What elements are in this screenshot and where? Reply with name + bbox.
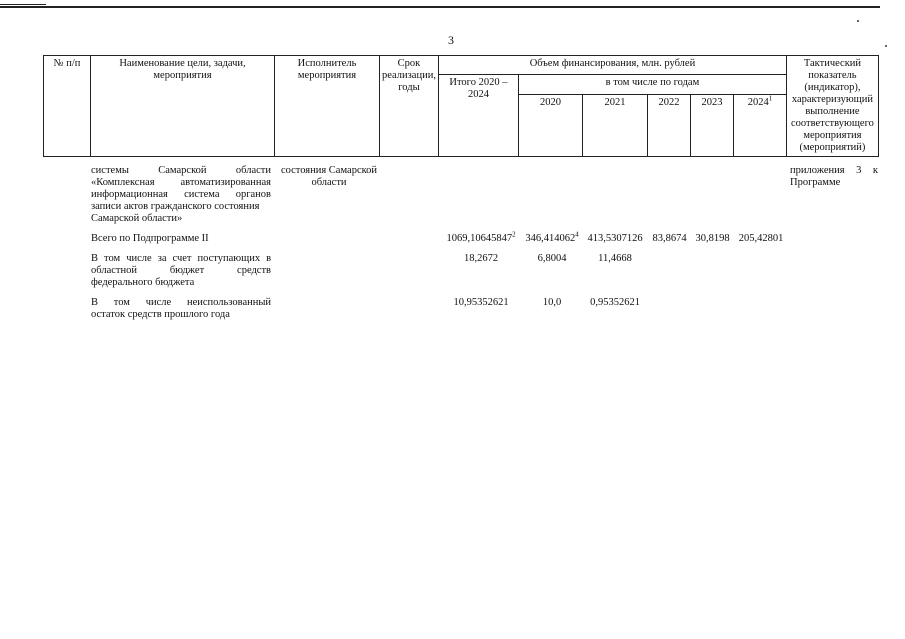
header-total: Итого 2020 – 2024 — [438, 75, 518, 157]
federal-row-2020: 6,8004 — [537, 253, 567, 264]
total-row-2024: 205,42801 — [738, 233, 784, 244]
header-term: Срок реализации, годы — [380, 56, 439, 157]
total-row-2021: 413,5307126 — [587, 233, 643, 244]
header-num: № п/п — [44, 56, 91, 157]
row1-indicator: приложения 3 к Программе — [790, 165, 879, 188]
remainder-row-2021: 0,95352621 — [590, 297, 640, 308]
remainder-row-total: 10,95352621 — [453, 297, 509, 308]
remainder-row-2020: 10,0 — [542, 297, 562, 308]
row1-executor: состояния Самарской области — [280, 165, 378, 188]
page-number: 3 — [448, 33, 454, 47]
header-executor: Исполнитель мероприятия — [275, 56, 380, 157]
total-row-2023: 30,8198 — [695, 233, 730, 244]
header-funding: Объем финансирования, млн. рублей — [438, 56, 786, 75]
row1-name: системы Самарской области «Комплексная автоматизированная информационная система органов записи актов гражданского состояния Самарской области» — [91, 165, 272, 224]
header-by-years: в том числе по годам — [518, 75, 786, 95]
footnote-mark: 4 — [575, 230, 579, 239]
federal-row-total: 18,2672 — [463, 253, 499, 264]
federal-row-label: В том числе за счет поступающих в областной бюджет средств федерального бюджета — [91, 253, 272, 288]
scan-speck — [857, 20, 859, 22]
scan-speck — [885, 45, 887, 47]
total-row-label: Всего по Подпрограмме II — [91, 233, 209, 244]
header-year-2022: 2022 — [647, 95, 690, 157]
header-year-2024: 2024$^1$ — [733, 95, 786, 157]
header-year-2020: 2020 — [518, 95, 582, 157]
footnote-mark: 2 — [512, 230, 516, 239]
total-row-2022: 83,8674 — [652, 233, 687, 244]
top-rule-short — [0, 4, 46, 5]
header-year-2021: 2021 — [582, 95, 647, 157]
header-name: Наименование цели, задачи, мероприятия — [91, 56, 275, 157]
header-indicator: Тактический показатель (индикатор), характеризующий выполнение соответствующего мероприятия (мероприятий) — [786, 56, 878, 157]
top-rule — [0, 6, 880, 8]
remainder-row-label: В том числе неиспользованный остаток средств прошлого года — [91, 297, 272, 320]
total-row-total: 1069,10645847$^2$ — [446, 230, 516, 244]
total-row-2020: 346,414062$^4$ — [525, 230, 579, 244]
footnote-mark: 1 — [768, 94, 773, 103]
federal-row-2021: 11,4668 — [598, 253, 632, 264]
header-year-2023: 2023 — [690, 95, 733, 157]
funding-table-header — [43, 55, 879, 157]
